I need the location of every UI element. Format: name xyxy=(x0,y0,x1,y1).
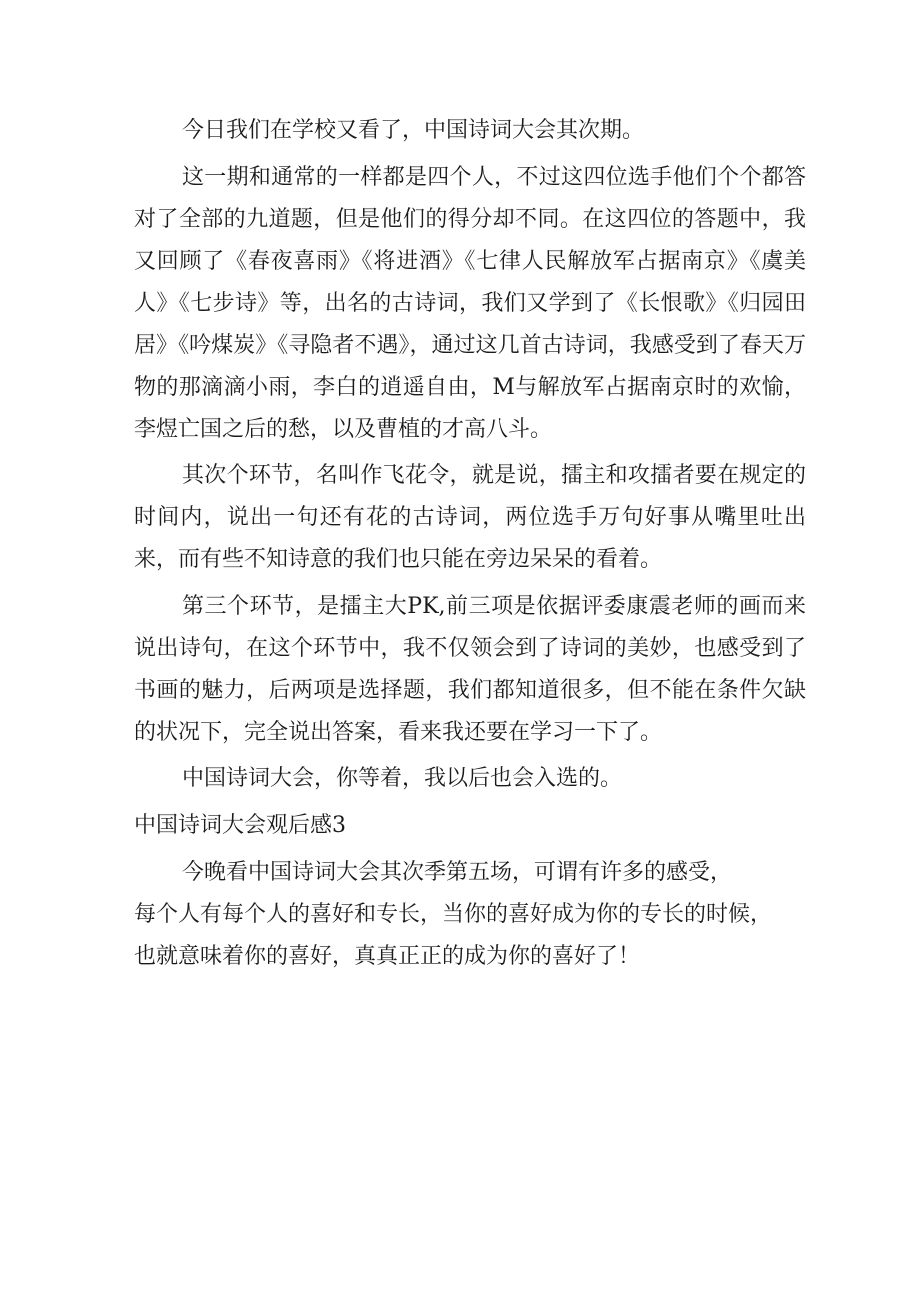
section-title: 中国诗词大会观后感3 xyxy=(134,812,346,838)
paragraph: 第三个环节，是擂主大PK,前三项是依据评委康震老师的画而来说出诗句，在这个环节中，我不仅领会到了诗词的美妙，也感受到了书画的魅力，后两项是选择题，我们都知道很多，但不能在条件欠缺的状况下，完全说出答案，看来我还要在学习一下了。 xyxy=(134,593,806,745)
text-line: 也就意味着你的喜好，真真正正的成为你的喜好了！ xyxy=(134,943,641,969)
text-line: 每个人有每个人的喜好和专长，当你的喜好成为你的专长的时候， xyxy=(134,901,773,927)
paragraph: 这一期和通常的一样都是四个人，不过这四位选手他们个个都答对了全部的九道题，但是他们的得分却不同。在这四位的答题中，我又回顾了《春夜喜雨》《将进酒》《七律人民解放军占据南京》《虞美人》《七步诗》等，出名的古诗词，我们又学到了《长恨歌》《归园田居》《吟煤炭》《寻隐者不遇》，通过这几首古诗词，我感受到了春天万物的那滴滴小雨，李白的逍遥自由，M与解放军占据南京时的欢愉，李煜亡国之后的愁，以及曹植的才高八斗。 xyxy=(134,164,806,442)
document-body xyxy=(134,110,806,982)
final-paragraph xyxy=(134,852,806,978)
paragraph: 其次个环节，名叫作飞花令，就是说，擂主和攻擂者要在规定的时间内，说出一句还有花的古诗词，两位选手万句好事从嘴里吐出来，而有些不知诗意的我们也只能在旁边呆呆的看着。 xyxy=(134,463,806,573)
text-line: 今晚看中国诗词大会其次季第五场，可谓有许多的感受， xyxy=(182,859,733,885)
paragraph: 今日我们在学校又看了，中国诗词大会其次期。 xyxy=(182,118,645,143)
paragraph: 中国诗词大会，你等着，我以后也会入选的。 xyxy=(182,766,623,792)
